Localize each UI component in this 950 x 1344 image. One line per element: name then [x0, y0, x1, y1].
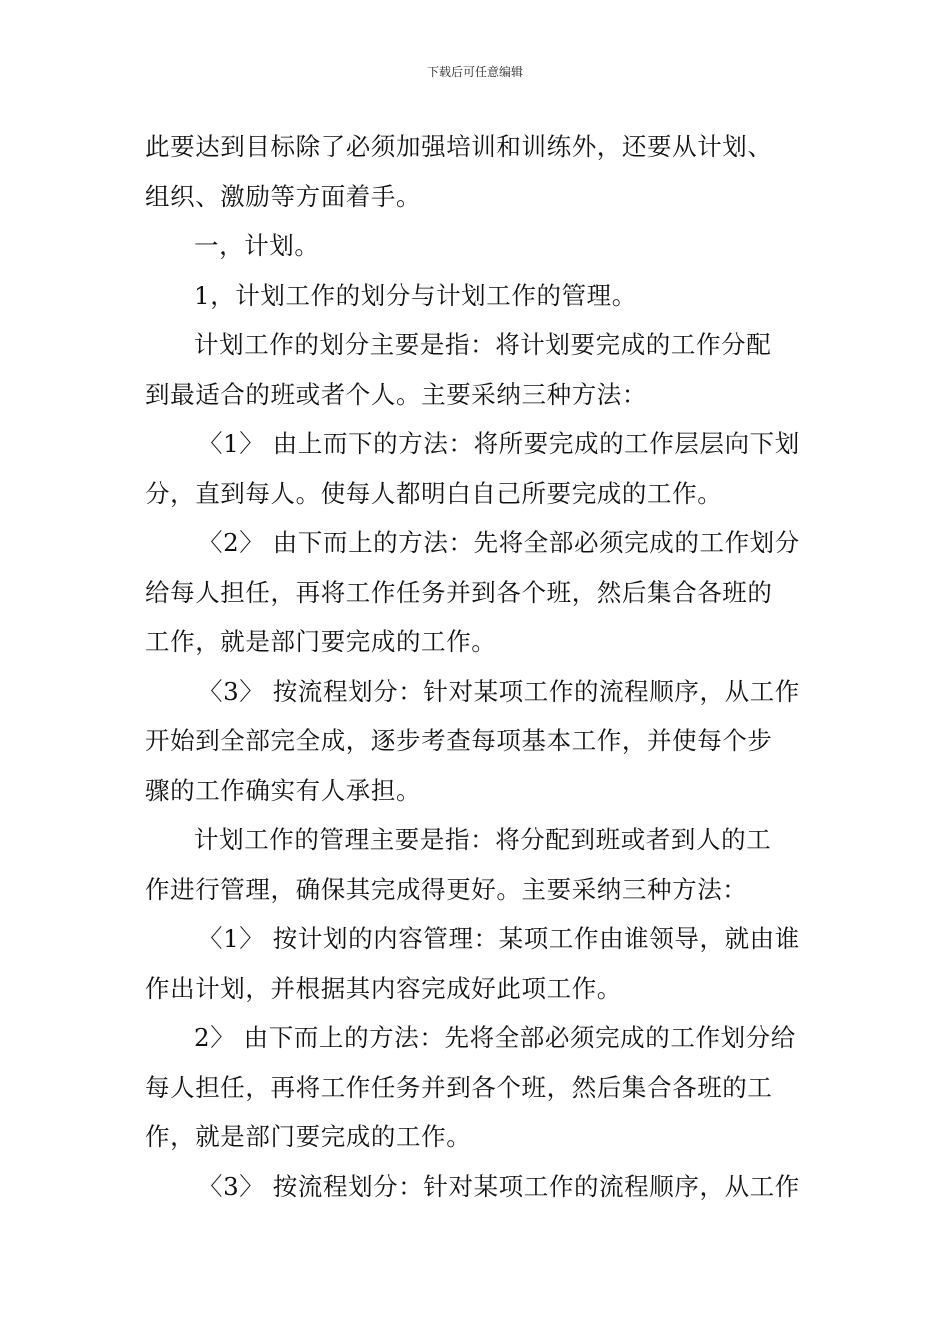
- text-line: 计划工作的管理主要是指：将分配到班或者到人的工: [194, 825, 772, 854]
- text-line: 作进行管理，确保其完成得更好。主要采纳三种方法：: [145, 874, 748, 904]
- text-line: 此要达到目标除了必须加强培训和训练外，还要从计划、: [145, 132, 773, 161]
- text-line: 〈3〉 按流程划分：针对某项工作的流程顺序，从工作: [198, 676, 800, 706]
- paragraph: [145, 122, 810, 221]
- list-item: [145, 667, 810, 816]
- text-line: 骤的工作确实有人承担。: [145, 775, 422, 805]
- list-item: [145, 1013, 810, 1162]
- text-line: 一，计划。: [194, 231, 320, 260]
- text-line: 工作，就是部门要完成的工作。: [145, 627, 497, 656]
- text-line: 到最适合的班或者个人。主要采纳三种方法：: [145, 379, 647, 409]
- list-item: [145, 518, 810, 667]
- text-line: 〈3〉 按流程划分：针对某项工作的流程顺序，从工作: [198, 1171, 800, 1201]
- text-line: 开始到全部完全成，逐步考查每项基本工作，并使每个步: [145, 726, 773, 755]
- paragraph: [145, 320, 810, 419]
- section-heading: [145, 221, 810, 271]
- text-line: 给每人担任，再将工作任务并到各个班，然后集合各班的: [145, 577, 773, 607]
- text-line: 分，直到每人。使每人都明白自己所要完成的工作。: [145, 478, 723, 508]
- list-item: [145, 419, 810, 518]
- text-line: 作出计划，并根据其内容完成好此项工作。: [145, 973, 622, 1003]
- document-body: [145, 122, 810, 1211]
- text-line: 1，计划工作的划分与计划工作的管理。: [194, 280, 637, 310]
- text-line: 2〉 由下而上的方法：先将全部必须完成的工作划分给: [194, 1023, 796, 1052]
- text-line: 〈2〉 由下而上的方法：先将全部必须完成的工作划分: [198, 528, 800, 557]
- text-line: 〈1〉 由上而下的方法：将所要完成的工作层层向下划: [198, 429, 800, 458]
- text-line: 作，就是部门要完成的工作。: [145, 1122, 472, 1151]
- text-line: 每人担任，再将工作任务并到各个班，然后集合各班的工: [145, 1072, 773, 1102]
- subsection-heading: [145, 271, 810, 321]
- page-header: 下载后可任意编辑: [426, 65, 523, 79]
- text-line: 〈1〉 按计划的内容管理：某项工作由谁领导，就由谁: [198, 924, 800, 953]
- list-item: [145, 1162, 810, 1212]
- text-line: 计划工作的划分主要是指：将计划要完成的工作分配: [194, 330, 772, 359]
- text-line: 组织、激励等方面着手。: [145, 181, 422, 211]
- paragraph: [145, 815, 810, 914]
- list-item: [145, 914, 810, 1013]
